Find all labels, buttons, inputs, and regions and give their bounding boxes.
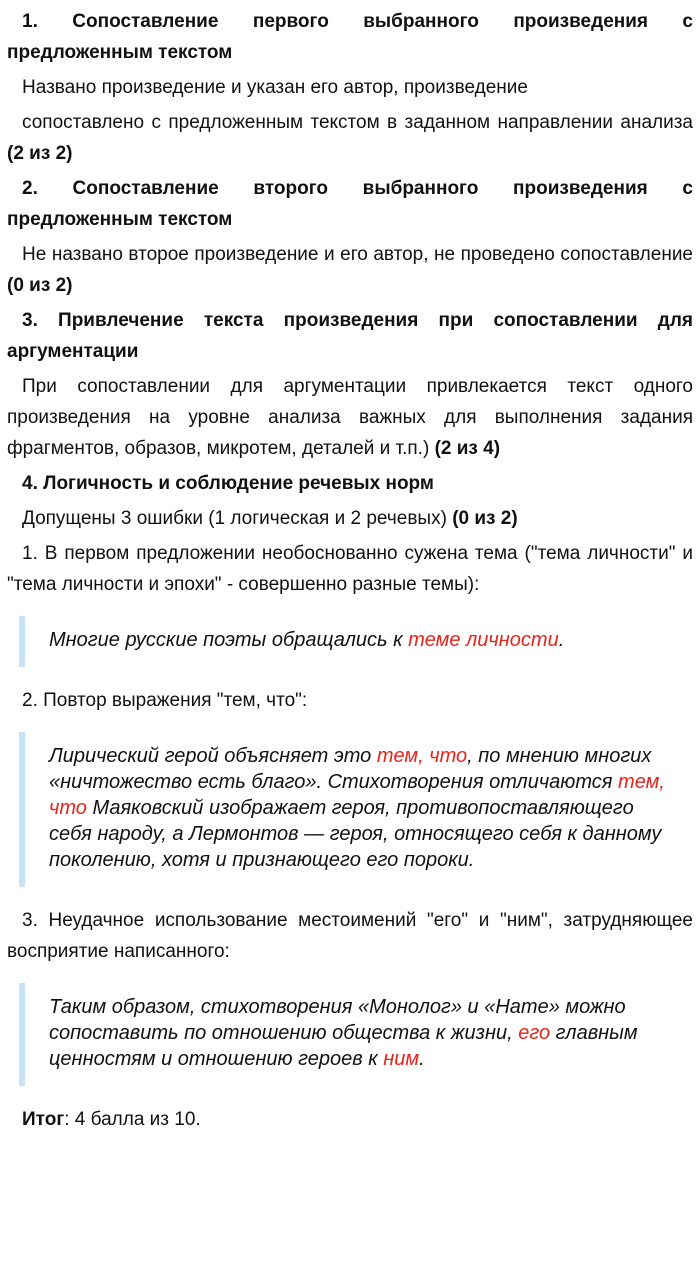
- total-label: Итог: [22, 1109, 65, 1130]
- criterion-3-paragraph: [7, 371, 693, 464]
- error-3-description: 3. Неудачное использование местоимений "его" и "ним", затрудняющее восприятие написанного:: [7, 910, 693, 962]
- quote-text: .: [419, 1048, 425, 1070]
- criterion-4-paragraph: [7, 503, 693, 534]
- criterion-1-score: (2 из 2): [7, 143, 73, 164]
- quote-highlight: теме личности: [408, 629, 559, 651]
- criterion-2-paragraph: [7, 239, 693, 301]
- quote-highlight: его: [518, 1022, 551, 1044]
- quote-highlight: тем, что: [49, 771, 665, 819]
- quote-text: Маяковский изображает героя, противопоставляющего себя народу, а Лермонтов — героя, относящего себя к данному поколению, хотя и признающего его пороки.: [49, 797, 662, 871]
- criterion-1-line-1: Названо произведение и указан его автор, произведение: [22, 77, 528, 98]
- criterion-2-text: Не названо второе произведение и его автор, не проведено сопоставление: [22, 244, 693, 265]
- quote-text: главным ценностям и отношению героев к: [49, 1022, 638, 1070]
- criterion-2-score: (0 из 2): [7, 275, 73, 296]
- total-score: [7, 1104, 693, 1135]
- quote-text: Лирический герой объясняет это: [49, 745, 377, 767]
- error-1-description: 1. В первом предложении необоснованно сужена тема ("тема личности" и "тема личности и эпохи" - совершенно разные темы):: [7, 543, 693, 595]
- total-value: : 4 балла из 10.: [64, 1109, 201, 1130]
- error-3-quote: [19, 983, 693, 1086]
- criterion-2-heading: 2. Сопоставление второго выбранного произведения с предложенным текстом: [7, 178, 693, 230]
- quote-text: .: [558, 629, 565, 651]
- quote-highlight: тем, что: [376, 745, 468, 767]
- criterion-1-text: сопоставлено с предложенным текстом в заданном направлении анализа: [22, 112, 693, 133]
- criterion-4-score: (0 из 2): [452, 508, 518, 529]
- criterion-3-heading: 3. Привлечение текста произведения при сопоставлении для аргументации: [7, 310, 693, 362]
- criterion-1-heading: 1. Сопоставление первого выбранного произведения с предложенным текстом: [7, 11, 693, 63]
- criterion-3-text: При сопоставлении для аргументации привлекается текст одного произведения на уровне анализа важных для выполнения задания фрагментов, образов, микротем, деталей и т.п.): [7, 376, 693, 459]
- quote-highlight: ним: [383, 1048, 420, 1070]
- error-1-quote: [19, 616, 693, 667]
- error-2-description: 2. Повтор выражения "тем, что":: [22, 690, 308, 711]
- quote-text: Таким образом, стихотворения «Монолог» и «Нате» можно сопоставить по отношению общества к жизни,: [49, 996, 626, 1044]
- quote-text: Многие русские поэты обращались к: [49, 629, 409, 651]
- criterion-4-heading: 4. Логичность и соблюдение речевых норм: [22, 473, 434, 494]
- error-2-quote: [19, 732, 693, 887]
- criterion-1-line-2: [7, 107, 693, 169]
- criterion-4-text: Допущены 3 ошибки (1 логическая и 2 речевых): [22, 508, 453, 529]
- criterion-3-score: (2 из 4): [434, 438, 501, 459]
- quote-text: , по мнению многих «ничтожество есть благо». Стихотворения отличаются: [49, 745, 652, 793]
